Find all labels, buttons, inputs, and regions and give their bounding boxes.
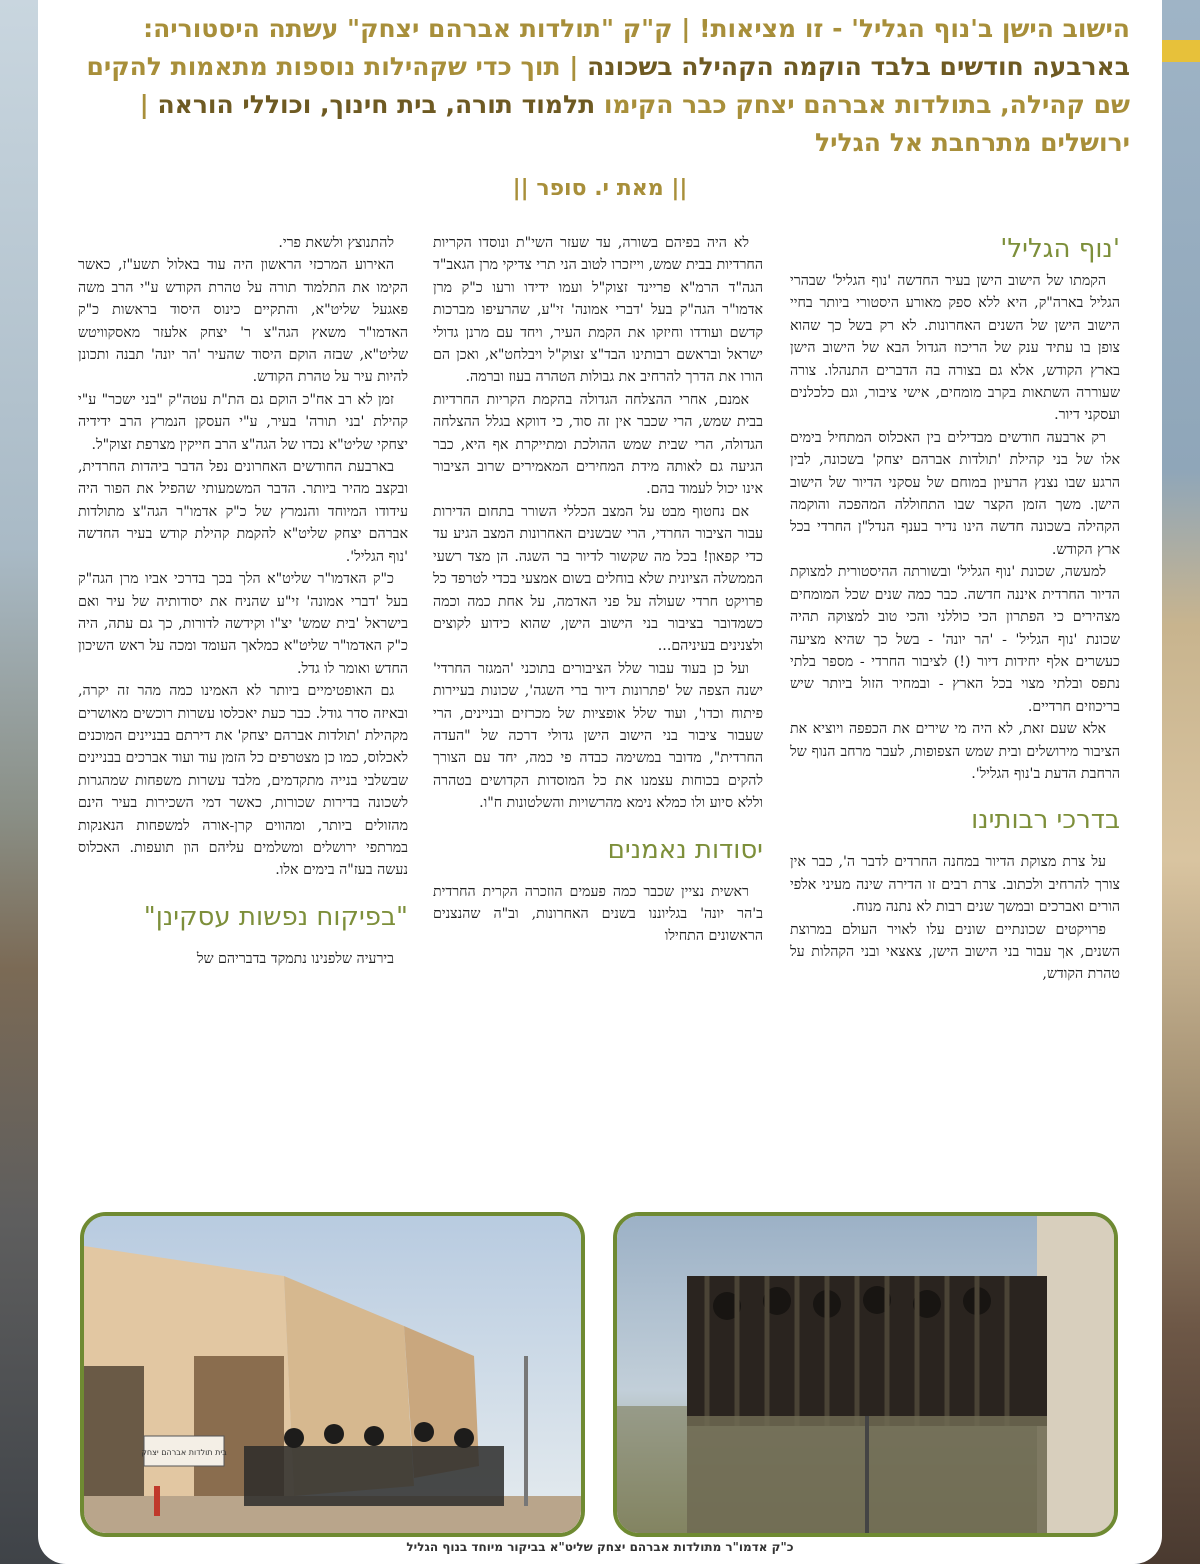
photo-balcony-visit [613, 1212, 1118, 1537]
paragraph: אמנם, אחרי ההצלחה הגדולה בהקמת הקריות החרדיות בבית שמש, הרי שכבר אין זה סוד, כי דווקא בגלל ההצלחה הגדולה, הרי שבית שמש ההולכת ומתייקרת אף היא, כבר הגיעה גם לאותה מידת המחירים המאמירים שרוב הציבור אינו יכול לעמוד בהם. [433, 391, 763, 498]
paragraph: זמן לא רב אח"כ הוקם גם הת"ת עטה"ק "בני ישכר" ע"י קהילת 'בני תורה' בעיר, ע"י העסקן הנמרץ הרב ידידיה יצחקי שליט"א נכדו של הגה"צ הרב חייקין מצרפת זצוק"ל. [78, 391, 408, 453]
paragraph: אם נחטוף מבט על המצב הכללי השורר בתחום הדירות עבור הציבור החרדי, הרי שבשנים האחרונות המצב הגיע עד כדי קפאון! בכל מה שקשור לדיור בר השגה. הן מצד רשעי הממשלה הציונית שלא בוחלים בשום אמצעי בכדי לטרפד כל פרויקט חרדי שעולה על פני האדמה, על אחת כמה וכמה כשמדובר בציבור בני הישוב הישן, שהוא כידוע לקוצים ולצנינים בעיניהם... [433, 503, 763, 655]
balcony-visit-illustration [617, 1216, 1114, 1533]
subheading-nof-hagalil: 'נוף הגליל' [1000, 234, 1120, 264]
headline-part-5: | ירושלים מתרחבת אל הגליל [139, 90, 1130, 157]
subheading-bepikuach-nefashot: "בפיקוח נפשות עסקינן" [143, 901, 408, 932]
photo-strip [80, 1212, 1140, 1542]
author-byline: || מאת י. סופר || [512, 176, 688, 201]
column-right [790, 232, 1120, 1187]
headline-part-1: הישוב הישן ב'נוף הגליל' - זו מציאות! | ק"ק "תולדות אברהם יצחק" עשתה היסטוריה: [143, 14, 1130, 43]
paragraph: בירעיה שלפנינו נתמקד בדבריהם של [196, 950, 394, 967]
column-left [78, 232, 408, 1187]
subheading-yesodot-neemanim: יסודות נאמנים [607, 834, 763, 865]
paragraph: האירוע המרכזי הראשון היה עוד באלול תשע"ז, כאשר הקימו את התלמוד תורה על טהרת הקודש ע"י הרב משה פאגעל שליט"א, והתקיים כינוס היסוד בראשות כ"ק האדמו"ר משאץ הגה"צ ר' יצחק אלעזר מאסקוויטש שליט"א, שבזה הוקם היסוד שהעיר 'הר יונה' תבנה ותכונן להיות עיר על טהרת הקודש. [78, 257, 408, 386]
paragraph: ראשית נציין שכבר כמה פעמים הוזכרה הקרית החרדית ב'הר יונה' בגליוננו בשנים האחרונות, וב"ה שהנצנים הראשונים התחילו [433, 883, 763, 945]
headline-part-3: | תוך כדי שקהילות נוספות מתאמות להקים שם קהילה, בתולדות אברהם יצחק כבר הקימו [86, 52, 1130, 119]
paragraph: הקמתו של הישוב הישן בעיר החדשה 'נוף הגליל' שבהרי הגליל בארה"ק, היא ללא ספק מאורע היסטורי ביותר בחיי הישוב הישן של השנים האחרונות. לא רק בשל כך שהוא צופן בו עתיד ענק של הריכוז הגדול הבא של הישוב הישן בארץ הקודש, אלא גם בצורה בה הדברים התנהלו. צורה שעוררה השתאות בקרב מומחים, אישי ציבור, וגם כלכלנים ועסקני דיור. [790, 273, 1120, 424]
building-entrance-illustration [84, 1216, 581, 1533]
paragraph: למעשה, שכונת 'נוף הגליל' ובשורתה ההיסטורית למצוקת הדיור החרדית איננה חדשה. כבר כמה שנים שכל המומחים מצהירים כי הפתרון הכי כוללני והכי טוב למצוקה תהיה שכונת 'נוף הגליל' - 'הר יונה' - בשל כך שהיא מציעה כעשרים אלף יחידות דיור (!) לציבור החרדי - מספר בלתי נתפס ובלתי מצוי בכל הארץ - ובמחיר הזול ביותר שיש בריכוזים חרדיים. [790, 564, 1120, 715]
subheading-bedarkei-rabboteinu: בדרכי רבותינו [971, 805, 1120, 836]
headline-part-4: תלמוד תורה, בית חינוך, וכוללי הוראה [157, 90, 596, 119]
paragraph: אלא שעם זאת, לא היה מי שירים את הכפפה ויוציא את הציבור מירושלים ובית שמש הצפופות, לעבר מרחב הנוף של הרחבת הדעת ב'נוף הגליל'. [790, 721, 1120, 782]
paragraph: גם האופטימיים ביותר לא האמינו כמה מהר זה יקרה, ובאיזה סדר גודל. כבר כעת יאכלסו עשרות רוכשים מאושרים מקהילת 'תולדות אברהם יצחק' את דירתם בבניינים המוכנים לאכלוס, כמו כן מצטרפים כל הזמן עוד ועוד אברכים בבניינים שבשלבי בנייה מתקדמים, מלבד עשרות משפחות שמהגרות לשכונה בדירות שכורות, כאשר דמי השכירות בעיר הינם מהזולים ביותר, ומהווים קרן-אורה למשפחות הנאנקות במרתפי ירושלים ומשלמים עליהם הון תועפות. האכלוס נעשה בעז"ה בימים אלו. [78, 683, 408, 879]
paragraph: כ"ק האדמו"ר שליט"א הלך בכך בדרכי אביו מרן הגה"ק בעל 'דברי אמונה' זי"ע שהניח את יסודותיה של עיר ואם בישראל 'בית שמש' יצ"ו וקידשה לדורות, כך גם עתה, היה כ"ק האדמו"ר שליט"א כמלאך העומד ומכה על ראש השיכון החדש ואומר לו גדל. [78, 571, 408, 677]
photo-caption: כ"ק אדמו"ר מתולדות אברהם יצחק שליט"א בביקור מיוחד בנוף הגליל [406, 1540, 794, 1554]
paragraph: ועל כן בעוד עבור שלל הציבורים בתוכני 'המגזר החרדי' ישנה הצפה של 'פתרונות דיור ברי השגה', שכונות בעיירות פיתוח וכדו', ועוד שלל אופציות של מכרזים ובניינים, הרי שעבור ציבור בני הישוב הישן גדולי דרכה של "העדה החרדית", מדובר במשימה כבדה פי כמה, יחד עם הצורך להקים בכוחות עצמנו את כל המוסדות הקדושים בטהרה וללא סיוע ולו כמלא נימא מהרשויות והשלטונות ח"ו. [433, 660, 763, 812]
photo-building-entrance [80, 1212, 585, 1537]
paragraph: על צרת מצוקת הדיור במחנה החרדים לדבר ה', כבר אין צורך להרחיב ולכתוב. צרת רבים זו הדירה שינה מעיני אלפי הורים ואברכים ובמשך שנים רבות לא נתנה מנוח. [790, 854, 1120, 916]
page-tab-marker [1160, 40, 1200, 62]
entrance-sign-text: בית תולדות אברהם יצחק [141, 1448, 227, 1457]
paragraph: רק ארבעה חודשים מבדילים בין האכלוס המתחיל בימים אלו של בני קהילת 'תולדות אברהם יצחק' בשכונה, לבין הרגע שבו נצנץ הרעיון במוחם של עסקני הדיור של הישוב הישן. משך הזמן הקצר שבו התחוללה המהפכה והוקמה הקהילה בשכונה חדשה הינו נדיר בענף הנדל"ן החרדי בכל ארץ הקודש. [790, 429, 1120, 558]
paragraph: להתנוצץ ולשאת פרי. [278, 235, 394, 251]
column-middle [433, 232, 763, 1187]
headline-part-2: בארבעה חודשים בלבד הוקמה הקהילה בשכונה [587, 52, 1130, 81]
paragraph: פרויקטים שכונתיים שונים עלו לאויר העולם במרוצת השנים, אך עבור בני הישוב הישן, צאצאי ובני הקהלות על טהרת הקודש, [790, 921, 1120, 983]
paragraph: בארבעת החודשים האחרונים נפל הדבר ביהדות החרדית, ובקצב מהיר ביותר. הדבר המשמעותי שהפיל את הפור היה עידודו המיוחד והנמרץ של כ"ק אדמו"ר הגה"צ מתולדות אברהם יצחק שליט"א להקמת קהילת קודש בעיר החדשה 'נוף הגליל'. [78, 459, 408, 565]
paragraph: לא היה בפיהם בשורה, עד שעזר השי"ת ונוסדו הקריות החרדיות בבית שמש, וייזכרו לטוב הני תרי צדיקי מרן הגאב"ד הגה"ד הרמ"א פריינד זצוק"ל ועמו ידידו ורעו כ"ק מרן אדמו"ר הגה"ק בעל 'דברי אמונה' זי"ע, שהרעיפו מברכות קדשם ועודדו וחיזקו את הקמת העיר, ויחד עם מרנן גדולי ישראל ובראשם רבותינו הבד"צ זצוק"ל ויבלחט"א, ואכן הם הורו את הדרך להרחיב את גבולות הטהרה בעוז וברמה. [433, 235, 763, 386]
article-headline [70, 10, 1130, 162]
